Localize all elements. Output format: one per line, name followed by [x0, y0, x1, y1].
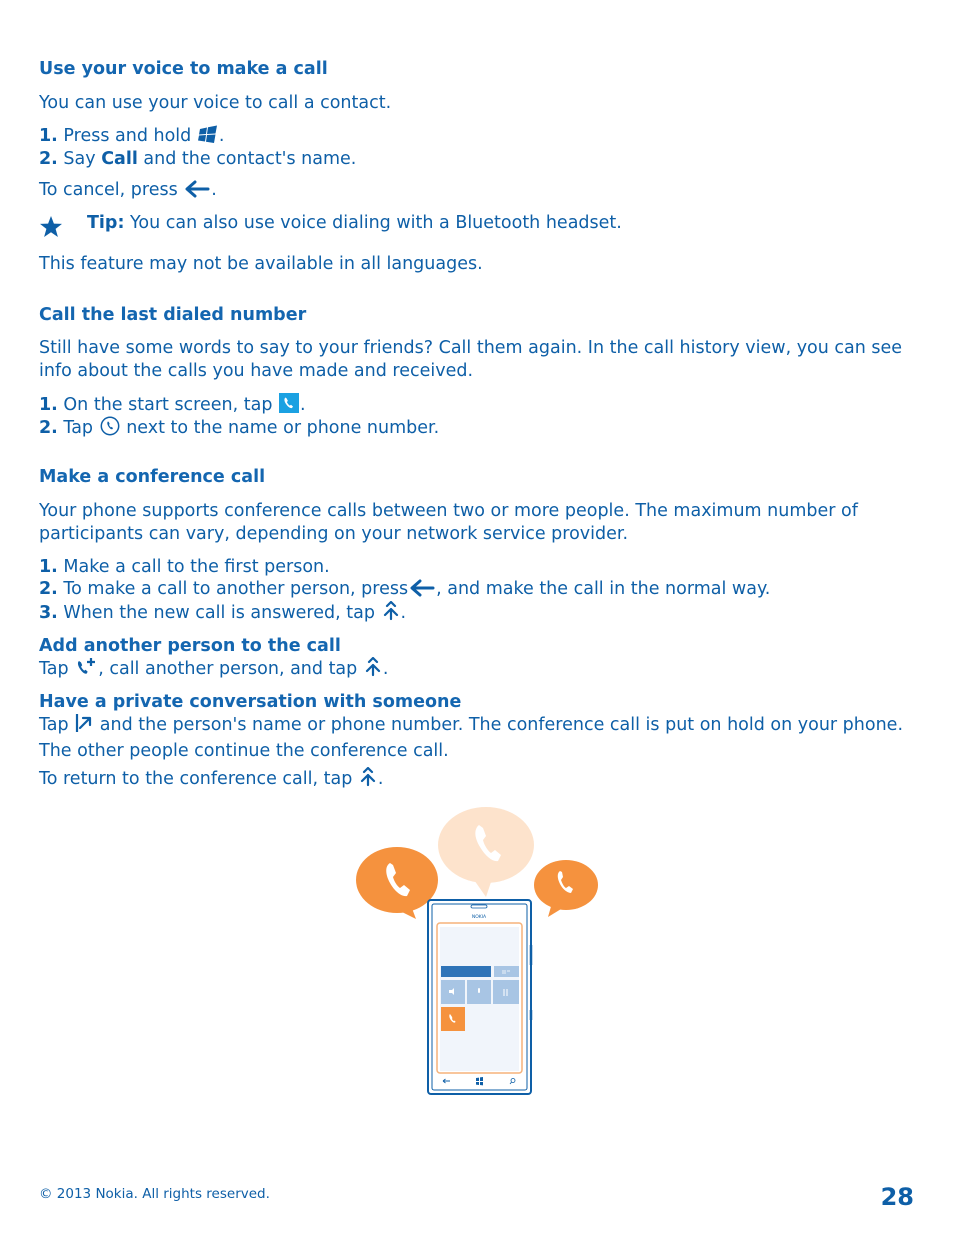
step-number: 1. — [39, 395, 58, 415]
star-icon — [39, 215, 63, 239]
merge-calls-icon — [382, 601, 400, 628]
step-text: To make a call to another person, press — [63, 579, 409, 599]
step-text: and the contact's name. — [143, 149, 357, 169]
step-text: Make a call to the first person. — [63, 557, 330, 577]
step-number: 3. — [39, 603, 58, 623]
add-person-text: Tap , call another person, and tap . — [39, 657, 388, 684]
step-text: On the start screen, tap — [63, 395, 273, 415]
back-arrow-icon — [184, 180, 210, 205]
tip-text: You can also use voice dialing with a Bluetooth headset. — [130, 213, 622, 233]
voice-step-2 — [39, 148, 356, 171]
private-conversation-text — [39, 713, 919, 763]
conference-call-illustration — [352, 805, 602, 1097]
merge-calls-icon — [364, 657, 382, 684]
voice-intro: You can use your voice to call a contact. — [39, 93, 392, 113]
phone-brand: NOKIA — [471, 915, 487, 920]
return-conference-text: To return to the conference call, tap . — [39, 767, 383, 794]
step-text: Say — [63, 149, 96, 169]
merge-calls-icon — [359, 767, 377, 794]
step-text: Press and hold — [63, 126, 192, 146]
add-text: Tap — [39, 659, 69, 679]
private-text: and the person's name or phone number. The conference call is put on hold on your phone. The other people continue the conference call. — [39, 715, 904, 761]
speech-bubble-light — [438, 807, 534, 897]
speech-bubble-left — [356, 847, 438, 919]
add-text: , call another person, and tap — [98, 659, 358, 679]
private-text: Tap — [39, 715, 69, 735]
tip-line — [87, 212, 622, 235]
voice-note: This feature may not be available in all languages. — [39, 254, 483, 274]
cancel-text: To cancel, press — [39, 180, 178, 200]
tip-label: Tip: — [87, 213, 125, 233]
phone-device — [428, 900, 531, 1094]
page-number: 28 — [880, 1183, 914, 1211]
step-number: 1. — [39, 126, 58, 146]
step-number: 2. — [39, 418, 58, 438]
footer-copyright: © 2013 Nokia. All rights reserved. — [39, 1186, 270, 1202]
speech-bubble-right — [534, 860, 598, 917]
step-text: When the new call is answered, tap — [63, 603, 375, 623]
step-number: 2. — [39, 149, 58, 169]
heading-private-conversation: Have a private conversation with someone — [39, 692, 462, 712]
step-number: 2. — [39, 579, 58, 599]
step-text: Tap — [63, 418, 94, 438]
call-keyword: Call — [101, 149, 138, 169]
return-text: To return to the conference call, tap — [39, 769, 353, 789]
heading-add-person: Add another person to the call — [39, 636, 341, 656]
private-call-icon — [75, 713, 93, 740]
conference-step-1 — [39, 556, 330, 579]
conference-intro: Your phone supports conference calls between two or more people. The maximum number of participants can vary, depending on your network service provider. — [39, 501, 858, 544]
step-text: next to the name or phone number. — [126, 418, 440, 438]
conference-step-3: 3. When the new call is answered, tap . — [39, 601, 406, 628]
heading-voice-call: Use your voice to make a call — [39, 59, 328, 79]
heading-last-dialed: Call the last dialed number — [39, 305, 307, 325]
add-call-icon — [75, 657, 97, 684]
last-dialed-intro: Still have some words to say to your friends? Call them again. In the call history view, you can see info about the calls you have made and received. — [39, 338, 903, 381]
step-text: , and make the call in the normal way. — [436, 579, 771, 599]
last-dialed-step-1: 1. On the start screen, tap . — [39, 393, 306, 420]
voice-cancel: To cancel, press . — [39, 179, 217, 205]
voice-step-1: 1. Press and hold . — [39, 125, 224, 151]
call-history-phone-icon — [100, 416, 120, 443]
heading-conference: Make a conference call — [39, 467, 266, 487]
last-dialed-step-2 — [39, 416, 439, 443]
step-number: 1. — [39, 557, 58, 577]
back-arrow-icon — [409, 579, 435, 604]
